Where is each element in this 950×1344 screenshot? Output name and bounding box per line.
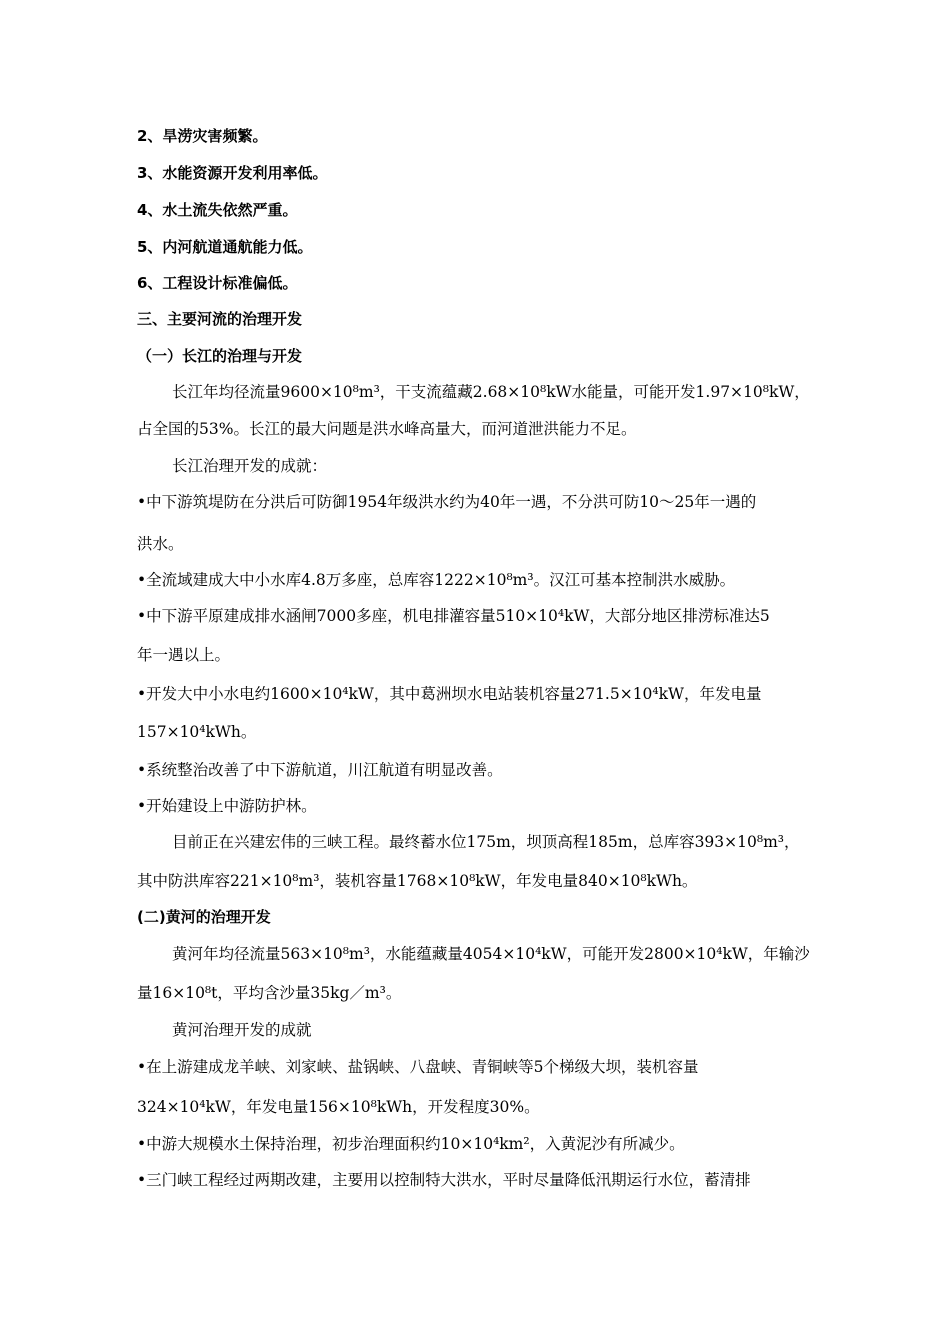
bullet-line: 324×10⁴kW，年发电量156×10⁸kWh，开发程度30%。 <box>137 1098 540 1116</box>
paragraph-line: 量16×10⁸t，平均含沙量35kg／m³。 <box>137 984 402 1002</box>
bullet-line: 洪水。 <box>137 535 184 553</box>
list-item-design-standard: 6、工程设计标准偏低。 <box>137 274 298 292</box>
bullet-line: •中游大规模水土保持治理，初步治理面积约10×10⁴km²，入黄泥沙有所减少。 <box>137 1135 685 1153</box>
paragraph-line: 黄河年均径流量563×10⁸m³，水能蕴藏量4054×10⁴kW，可能开发2800×10⁴kW，年输沙 <box>172 945 810 963</box>
bullet-line: •开发大中小水电约1600×10⁴kW，其中葛洲坝水电站装机容量271.5×10⁴kW，年发电量 <box>137 685 762 703</box>
subsection-heading-yangtze: （一）长江的治理与开发 <box>137 347 303 365</box>
paragraph-line: 其中防洪库容221×10⁸m³，装机容量1768×10⁸kW，年发电量840×10⁸kWh。 <box>137 872 698 890</box>
paragraph-line: 目前正在兴建宏伟的三峡工程。最终蓄水位175m，坝顶高程185m，总库容393×10⁸m³， <box>172 833 800 851</box>
paragraph-line: 长江治理开发的成就： <box>172 457 328 475</box>
list-item-hydropower: 3、水能资源开发利用率低。 <box>137 164 328 182</box>
paragraph-line: 黄河治理开发的成就 <box>172 1021 312 1039</box>
section-heading: 三、主要河流的治理开发 <box>137 310 303 328</box>
list-item-soil-erosion: 4、水土流失依然严重。 <box>137 201 298 219</box>
subsection-heading-yellow-river: (二)黄河的治理开发 <box>137 908 271 926</box>
bullet-line: •中下游筑堤防在分洪后可防御1954年级洪水约为40年一遇，不分洪可防10～25年一遇的 <box>137 493 757 511</box>
bullet-line: 年一遇以上。 <box>137 646 231 664</box>
paragraph-line: 长江年均径流量9600×10⁸m³，干支流蕴藏2.68×10⁸kW水能量，可能开发1.97×10⁸kW， <box>172 383 810 401</box>
bullet-line: •三门峡工程经过两期改建，主要用以控制特大洪水，平时尽量降低汛期运行水位，蓄清排 <box>137 1171 751 1189</box>
paragraph-line: 占全国的53%。长江的最大问题是洪水峰高量大，而河道泄洪能力不足。 <box>137 420 637 438</box>
bullet-line: •全流域建成大中小水库4.8万多座，总库容1222×10⁸m³。汉江可基本控制洪水威胁。 <box>137 571 736 589</box>
list-item-navigation: 5、内河航道通航能力低。 <box>137 238 313 256</box>
bullet-line: •中下游平原建成排水涵闸7000多座，机电排灌容量510×10⁴kW，大部分地区排涝标准达5 <box>137 607 770 625</box>
bullet-line: •在上游建成龙羊峡、刘家峡、盐锅峡、八盘峡、青铜峡等5个梯级大坝，装机容量 <box>137 1058 699 1076</box>
bullet-line: 157×10⁴kWh。 <box>137 723 257 741</box>
bullet-line: •系统整治改善了中下游航道，川江航道有明显改善。 <box>137 761 503 779</box>
list-item-drought-flood: 2、旱涝灾害频繁。 <box>137 127 268 145</box>
bullet-line: •开始建设上中游防护林。 <box>137 797 317 815</box>
